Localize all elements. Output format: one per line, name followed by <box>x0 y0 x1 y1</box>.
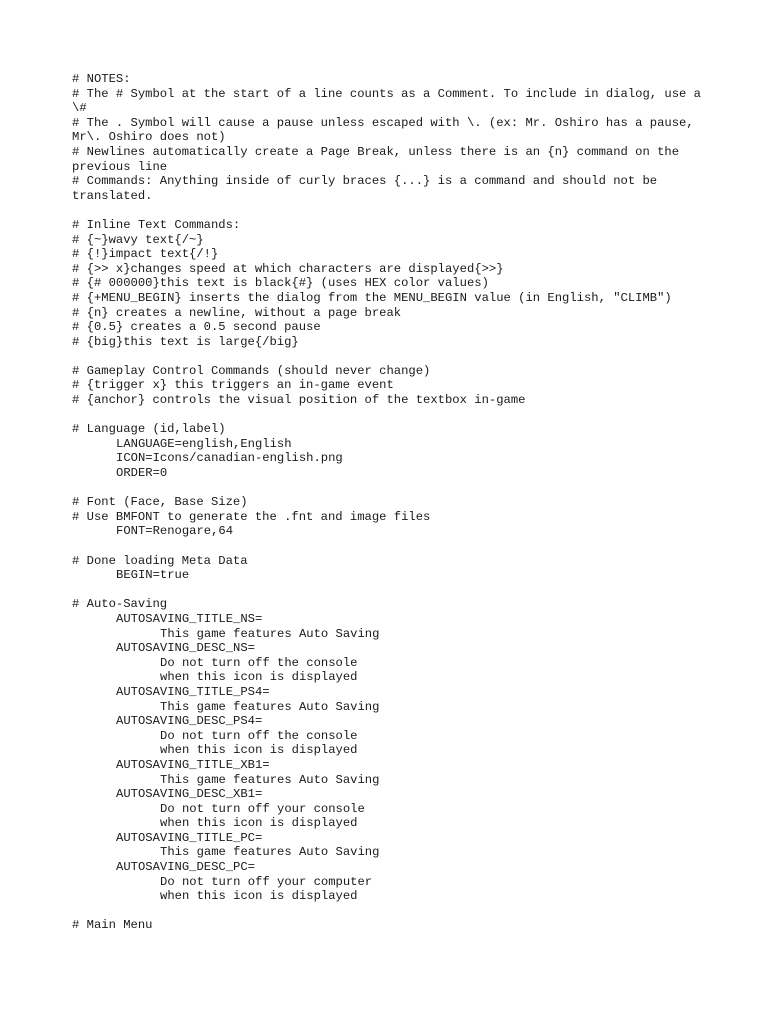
blank-line <box>72 349 712 364</box>
autosaving-value: when this icon is displayed <box>160 816 358 831</box>
notes-line: # Newlines automatically create a Page Break, unless there is an {n} command on the previous line <box>72 144 687 174</box>
autosaving-value: This game features Auto Saving <box>160 699 380 714</box>
language-entry: ICON=Icons/canadian-english.png <box>116 451 343 466</box>
autosaving-value: This game features Auto Saving <box>160 626 380 641</box>
inline-command-line: # {>> x}changes speed at which characters are displayed{>>} <box>72 261 504 276</box>
blank-line <box>72 481 712 496</box>
inline-commands-heading: # Inline Text Commands: <box>72 217 241 232</box>
autosaving-value: when this icon is displayed <box>160 670 358 685</box>
inline-command-line: # {!}impact text{/!} <box>72 247 219 262</box>
font-entry: FONT=Renogare,64 <box>116 524 234 539</box>
autosaving-value: This game features Auto Saving <box>160 772 380 787</box>
language-entry: ORDER=0 <box>116 466 168 481</box>
autosaving-value: This game features Auto Saving <box>160 845 380 860</box>
blank-line <box>72 904 712 919</box>
main-menu-heading: # Main Menu <box>72 918 153 933</box>
font-comment: # Use BMFONT to generate the .fnt and image files <box>72 509 431 524</box>
gameplay-command-line: # {trigger x} this triggers an in-game event <box>72 378 394 393</box>
autosaving-value: Do not turn off the console <box>160 655 358 670</box>
autosaving-value: when this icon is displayed <box>160 743 358 758</box>
autosaving-value: Do not turn off the console <box>160 728 358 743</box>
language-heading: # Language (id,label) <box>72 422 226 437</box>
meta-entry: BEGIN=true <box>116 568 190 583</box>
blank-line <box>72 408 712 423</box>
notes-heading: # NOTES: <box>72 72 131 86</box>
inline-command-line: # {big}this text is large{/big} <box>72 334 299 349</box>
notes-line: # The . Symbol will cause a pause unless escaped with \. (ex: Mr. Oshiro has a pause, Mr\. Oshiro does not) <box>72 115 701 145</box>
inline-command-line: # {0.5} creates a 0.5 second pause <box>72 320 321 335</box>
autosaving-key: AUTOSAVING_TITLE_PC= <box>116 830 263 845</box>
blank-line <box>72 583 712 598</box>
inline-command-line: # {~}wavy text{/~} <box>72 232 204 247</box>
autosaving-value: Do not turn off your computer <box>160 874 373 889</box>
inline-command-line: # {+MENU_BEGIN} inserts the dialog from the MENU_BEGIN value (in English, "CLIMB") <box>72 290 672 305</box>
autosaving-value: when this icon is displayed <box>160 889 358 904</box>
autosaving-heading: # Auto-Saving <box>72 597 168 612</box>
autosaving-key: AUTOSAVING_DESC_PC= <box>116 860 255 875</box>
autosaving-key: AUTOSAVING_TITLE_NS= <box>116 611 263 626</box>
notes-line: # The # Symbol at the start of a line counts as a Comment. To include in dialog, use a \# <box>72 86 709 116</box>
inline-command-line: # {n} creates a newline, without a page break <box>72 305 402 320</box>
meta-heading: # Done loading Meta Data <box>72 553 248 568</box>
gameplay-command-line: # {anchor} controls the visual position of the textbox in-game <box>72 393 526 408</box>
notes-line: # Commands: Anything inside of curly braces {...} is a command and should not be translated. <box>72 174 665 203</box>
autosaving-key: AUTOSAVING_TITLE_PS4= <box>116 684 270 699</box>
gameplay-commands-heading: # Gameplay Control Commands (should never change) <box>72 363 431 378</box>
autosaving-key: AUTOSAVING_TITLE_XB1= <box>116 757 270 772</box>
blank-line <box>72 203 712 218</box>
autosaving-value: Do not turn off your console <box>160 801 365 816</box>
autosaving-key: AUTOSAVING_DESC_NS= <box>116 641 255 656</box>
autosaving-key: AUTOSAVING_DESC_PS4= <box>116 714 263 729</box>
language-entry: LANGUAGE=english,English <box>116 436 292 451</box>
inline-command-line: # {# 000000}this text is black{#} (uses HEX color values) <box>72 276 489 291</box>
font-heading: # Font (Face, Base Size) <box>72 495 248 510</box>
autosaving-key: AUTOSAVING_DESC_XB1= <box>116 787 263 802</box>
document-body <box>72 72 712 933</box>
blank-line <box>72 539 712 554</box>
